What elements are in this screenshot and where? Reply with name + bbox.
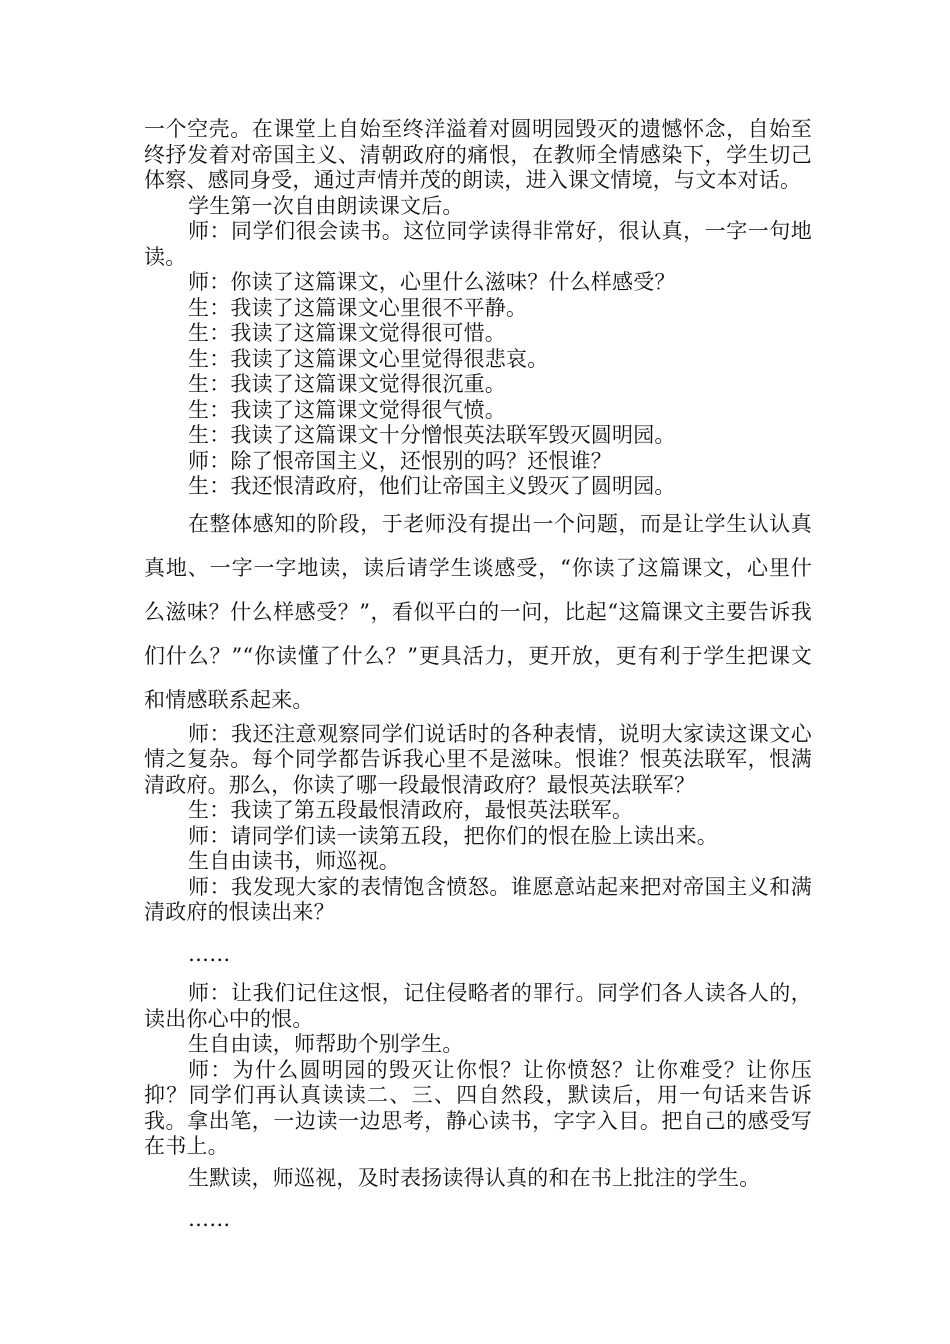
document-body: [144, 117, 812, 1237]
paragraph-1: 一个空壳。在课堂上自始至终洋溢着对圆明园毁灭的遗憾怀念，自始至终抒发着对帝国主义、清朝政府的痛恨，在教师全情感染下，学生切己体察、感同身受，通过声情并茂的朗读，进入课文情境，与文本对话。: [144, 117, 812, 192]
paragraph-10: 生：我读了这篇课文十分憎恨英法联军毁灭圆明园。: [188, 423, 676, 447]
paragraph-7: 生：我读了这篇课文心里觉得很悲哀。: [188, 346, 549, 371]
paragraph-16: 师：请同学们读一读第五段，把你们的恨在脸上读出来。: [188, 823, 718, 848]
paragraph-17: 生自由读书，师巡视。: [188, 849, 400, 873]
paragraph-21: 生自由读，师帮助个别学生。: [188, 1032, 464, 1056]
paragraph-commentary: 在整体感知的阶段，于老师没有提出一个问题，而是让学生认认真真地、一字一字地读，读后请学生谈感受，“你读了这篇课文，心里什么滋味？什么样感受？”，看似平白的一问，比起“这篇课文主要告诉我们什么？”“你读懂了什么？”更具活力，更开放，更有利于学生把课文和情感联系起来。: [144, 511, 812, 712]
paragraph-20: 师：让我们记住这恨，记住侵略者的罪行。同学们各人读各人的，读出你心中的恨。: [144, 981, 812, 1031]
paragraph-4: 师：你读了这篇课文，心里什么滋味？什么样感受？: [188, 270, 676, 294]
paragraph-3: 师：同学们很会读书。这位同学读得非常好，很认真，一字一句地读。: [144, 219, 812, 269]
paragraph-8: 生：我读了这篇课文觉得很沉重。: [188, 372, 506, 396]
paragraph-9: 生：我读了这篇课文觉得很气愤。: [188, 397, 506, 422]
paragraph-22: 师：为什么圆明园的毁灭让你恨？让你愤怒？让你难受？让你压抑？同学们再认真读读二、三、四自然段，默读后，用一句话来告诉我。拿出笔，一边读一边思考，静心读书，字字入目。把自己的感受写在书上。: [144, 1057, 812, 1158]
paragraph-11: 师：除了恨帝国主义，还恨别的吗？还恨谁？: [188, 448, 612, 473]
ellipsis-1: ……: [188, 941, 231, 966]
paragraph-23: 生默读，师巡视，及时表扬读得认真的和在书上批注的学生。: [188, 1165, 761, 1190]
paragraph-6: 生：我读了这篇课文觉得很可惜。: [188, 321, 506, 345]
paragraph-2: 学生第一次自由朗读课文后。: [188, 193, 464, 218]
paragraph-15: 生：我读了第五段最恨清政府，最恨英法联军。: [188, 798, 634, 822]
ellipsis-2: ……: [188, 1207, 231, 1231]
paragraph-12: 生：我还恨清政府，他们让帝国主义毁灭了圆明园。: [188, 474, 676, 498]
paragraph-14: 师：我还注意观察同学们说话时的各种表情，说明大家读这课文心情之复杂。每个同学都告诉我心里不是滋味。恨谁？恨英法联军，恨满清政府。那么，你读了哪一段最恨清政府？最恨英法联军？: [144, 721, 812, 797]
paragraph-5: 生：我读了这篇课文心里很不平静。: [188, 295, 528, 320]
paragraph-18: 师：我发现大家的表情饱含愤怒。谁愿意站起来把对帝国主义和满清政府的恨读出来？: [144, 874, 812, 924]
